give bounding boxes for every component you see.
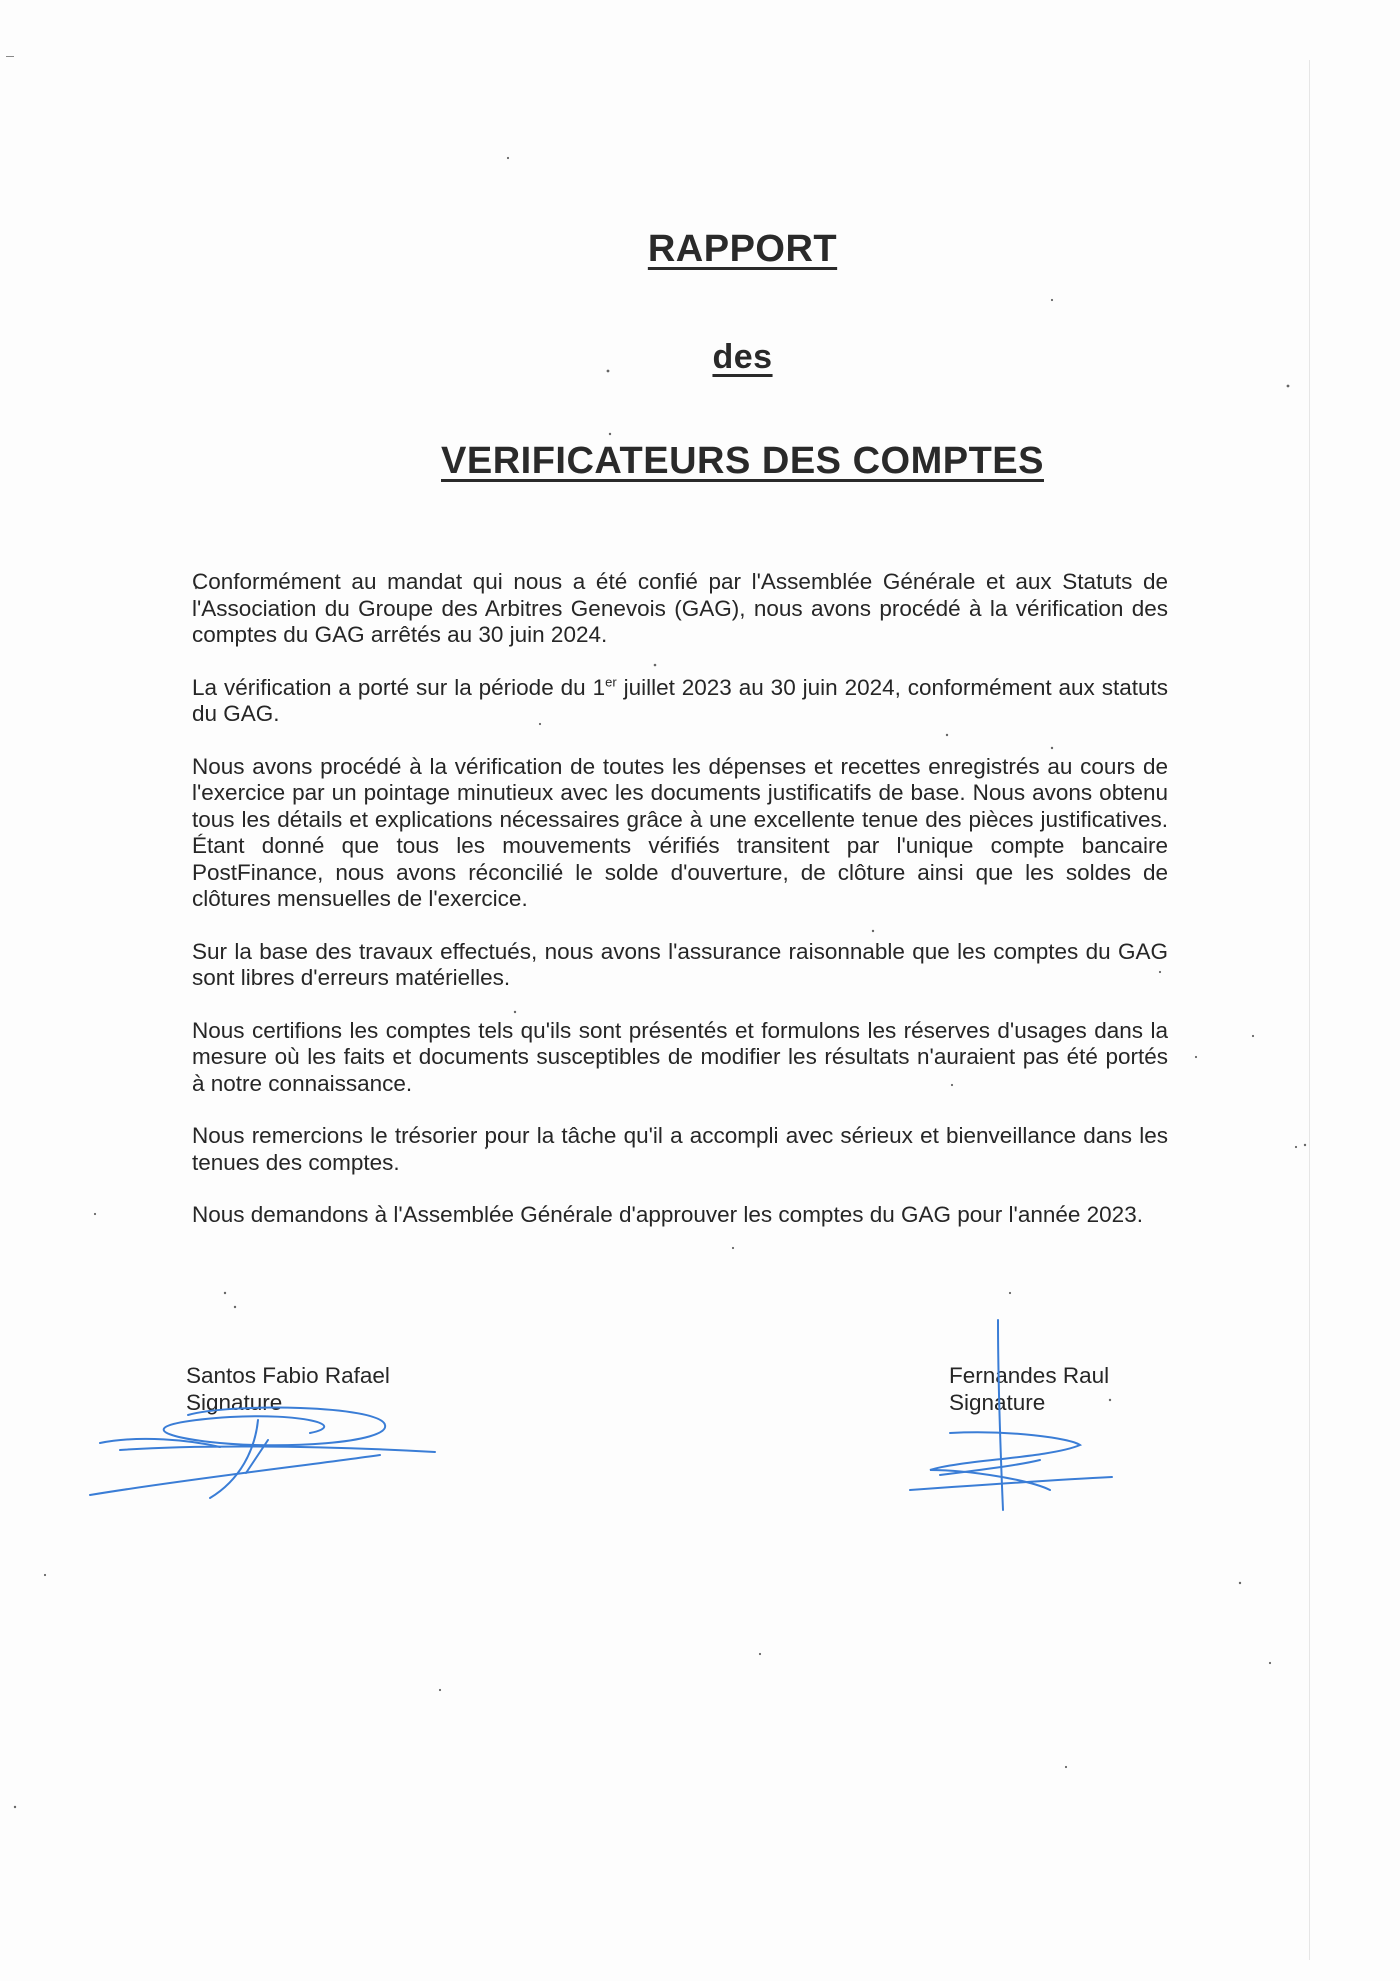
report-body: [192, 569, 1168, 1255]
paragraph-thanks: Nous remercions le trésorier pour la tâche qu'il a accompli avec sérieux et bienveillance dans les tenues des comptes.: [192, 1123, 1168, 1175]
paragraph-certification: Nous certifions les comptes tels qu'ils sont présentés et formulons les réserves d'usages dans la mesure où les faits et documents susceptibles de modifier les résultats n'auraient pas été portés à notre connaissance.: [192, 1017, 1168, 1096]
signatory-right-name: Fernandes Raul: [949, 1363, 1110, 1388]
title-verificateurs: VERIFICATEURS DES COMPTES: [441, 440, 1044, 482]
ordinal-superscript: er: [605, 674, 617, 689]
paragraph-verification: Nous avons procédé à la vérification de toutes les dépenses et recettes enregistrés au cours de l'exercice par un pointage minutieux avec les documents justificatifs de base. Nous avons obtenu tous les détails et explications nécessaires grâce à une excellente tenue des pièces justificatives. Étant donné que tous les mouvements vérifiés transitent par l'unique compte bancaire PostFinance, nous avons réconcilié le solde d'ouverture, de clôture ainsi que les soldes de clôtures mensuelles de l'exercice.: [192, 753, 1168, 911]
signatory-left-label: Signature: [186, 1390, 283, 1415]
signatory-left-name: Santos Fabio Rafael: [186, 1363, 390, 1388]
paragraph-mandate: Conformément au mandat qui nous a été confié par l'Assemblée Générale et aux Statuts de l'Association du Groupe des Arbitres Genevois (GAG), nous avons procédé à la vérification des comptes du GAG arrêtés au 30 juin 2024.: [192, 569, 1168, 647]
paragraph-assurance: Sur la base des travaux effectués, nous avons l'assurance raisonnable que les comptes du GAG sont libres d'erreurs matérielles.: [192, 938, 1168, 990]
paragraph-period-end: juillet 2023 au 30 juin 2024, conformément aux statuts du GAG.: [192, 674, 1169, 726]
paragraph-period: [192, 675, 1168, 728]
signature-left-mark: [80, 1395, 460, 1515]
signature-right-mark: [900, 1320, 1120, 1520]
signatory-right-label: Signature: [949, 1390, 1046, 1415]
title-rapport: RAPPORT: [647, 228, 838, 270]
title-des: des: [712, 338, 773, 376]
paragraph-approval-request: Nous demandons à l'Assemblée Générale d'approuver les comptes du GAG pour l'année 2023.: [192, 1202, 1143, 1227]
paragraph-period-start: La vérification a porté sur la période du 1: [192, 674, 606, 700]
